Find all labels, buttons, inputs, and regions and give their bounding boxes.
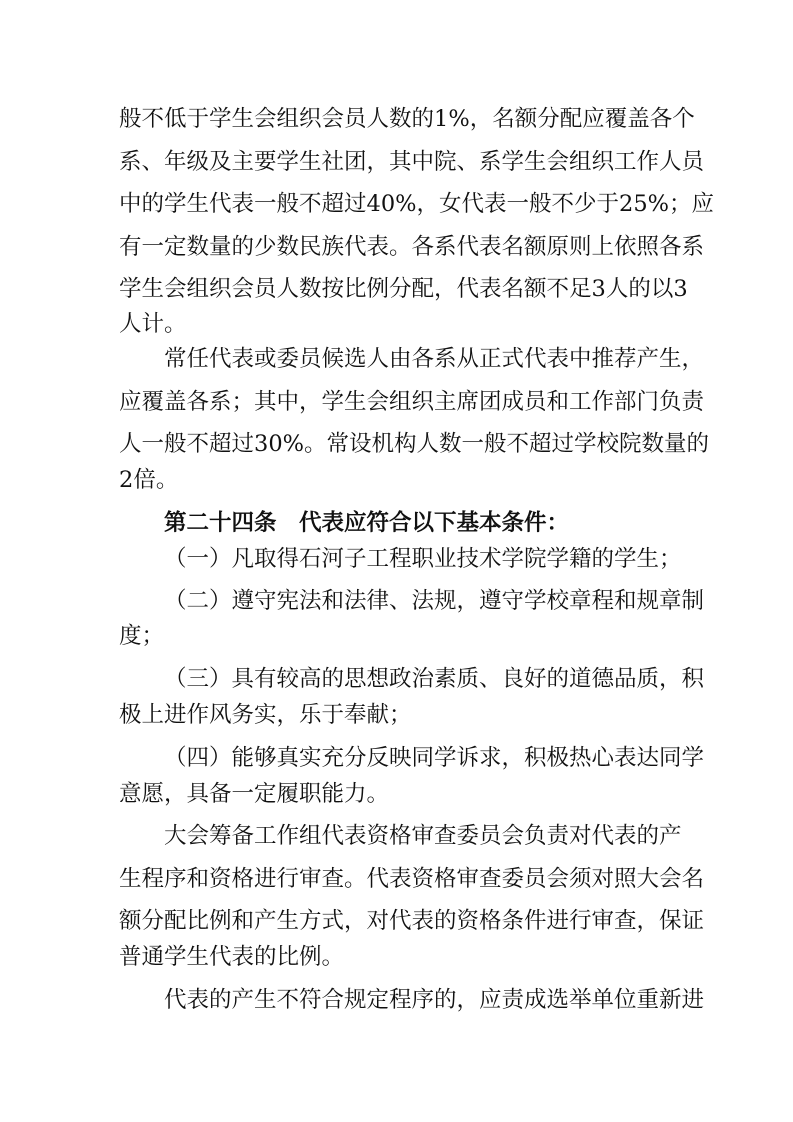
text-line: 人一般不超过30%。常设机构人数一般不超过学校院数量的 bbox=[119, 431, 710, 457]
text-line: 学生会组织会员人数按比例分配，代表名额不足3人的以3 bbox=[119, 276, 688, 302]
text-line: 有一定数量的少数民族代表。各系代表名额原则上依照各系 bbox=[119, 234, 705, 260]
text-line: 普通学生代表的比例。 bbox=[119, 944, 345, 970]
text-line: 生程序和资格进行审查。代表资格审查委员会须对照大会名 bbox=[119, 866, 705, 892]
text-line: 代表的产生不符合规定程序的，应责成选举单位重新进 bbox=[164, 987, 705, 1013]
list-item: （三）具有较高的思想政治素质、良好的道德品质，积 bbox=[164, 666, 705, 692]
text-line: 意愿，具备一定履职能力。 bbox=[119, 781, 390, 807]
text-line: 额分配比例和产生方式，对代表的资格条件进行审查，保证 bbox=[119, 908, 705, 934]
text-line: 人计。 bbox=[119, 311, 187, 337]
text-line: 应覆盖各系；其中，学生会组织主席团成员和工作部门负责 bbox=[119, 389, 705, 415]
text-line: 常任代表或委员候选人由各系从正式代表中推荐产生， bbox=[164, 346, 705, 372]
text-line: 2倍。 bbox=[119, 467, 179, 493]
list-item: （二）遵守宪法和法律、法规，遵守学校章程和规章制 bbox=[164, 588, 705, 614]
text-line: 度； bbox=[119, 623, 165, 649]
text-line: 极上进作风务实，乐于奉献； bbox=[119, 702, 412, 728]
text-line: 大会筹备工作组代表资格审查委员会负责对代表的产 bbox=[164, 823, 682, 849]
text-line: 般不低于学生会组织会员人数的1%，名额分配应覆盖各个 bbox=[119, 106, 695, 132]
article-heading: 第二十四条 代表应符合以下基本条件： bbox=[164, 510, 570, 536]
list-item: （四）能够真实充分反映同学诉求，积极热心表达同学 bbox=[164, 745, 705, 771]
list-item: （一）凡取得石河子工程职业技术学院学籍的学生； bbox=[164, 546, 682, 572]
text-line: 中的学生代表一般不超过40%，女代表一般不少于25%；应 bbox=[119, 191, 715, 217]
text-line: 系、年级及主要学生社团，其中院、系学生会组织工作人员 bbox=[119, 149, 705, 175]
